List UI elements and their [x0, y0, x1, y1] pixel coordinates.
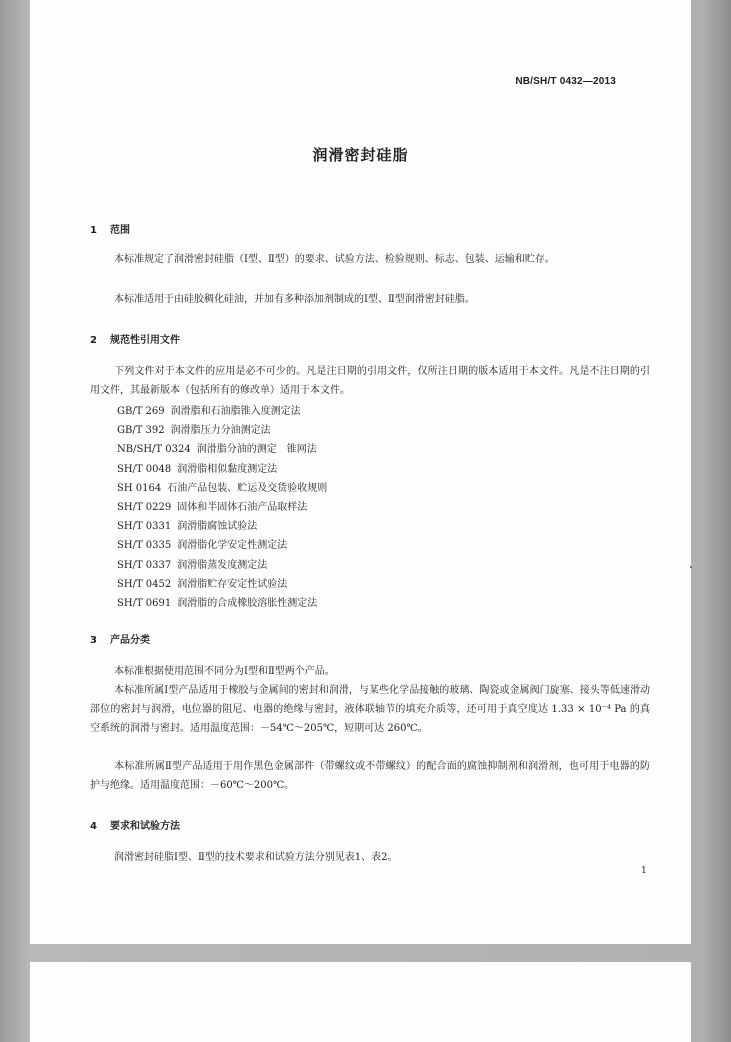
- reference-item: [117, 479, 327, 498]
- paragraph: [90, 848, 650, 867]
- paragraph-text: 本标准根据使用范围不同分为Ⅰ型和Ⅱ型两个产品。: [114, 666, 335, 677]
- reference-name: 润滑脂贮存安定性试验法: [177, 578, 288, 590]
- reference-code: SH/T 0452: [117, 578, 172, 590]
- reference-item: [117, 440, 327, 459]
- section-3-heading: [90, 631, 150, 646]
- paragraph-text: 润滑密封硅脂Ⅰ型、Ⅱ型的技术要求和试验方法分别见表1、表2。: [114, 852, 398, 863]
- reference-item: [117, 594, 327, 613]
- section-title: 要求和试验方法: [110, 821, 180, 832]
- document-page: [30, 0, 691, 944]
- reference-item: [117, 460, 327, 479]
- reference-code: SH 0164: [117, 482, 162, 494]
- section-number: 2: [90, 335, 97, 346]
- reference-name: 润滑脂蒸发度测定法: [177, 559, 268, 571]
- reference-code: GB/T 269: [117, 406, 165, 417]
- reference-name: 润滑脂相似黏度测定法: [177, 463, 278, 475]
- reference-code: NB/SH/T 0324: [117, 444, 191, 456]
- paragraph: [90, 681, 650, 738]
- paragraph-text: 本标准规定了润滑密封硅脂（Ⅰ型、Ⅱ型）的要求、试验方法、检验规则、标志、包装、运输和贮存。: [114, 254, 555, 265]
- reference-item: [117, 517, 327, 536]
- section-2-heading: [90, 331, 180, 346]
- reference-list: [117, 402, 327, 613]
- section-number: 1: [90, 225, 97, 236]
- section-title: 范围: [110, 225, 130, 236]
- paragraph: [90, 250, 650, 269]
- section-4-heading: [90, 817, 180, 832]
- reference-code: SH/T 0048: [117, 463, 172, 475]
- paragraph: [90, 290, 650, 309]
- paragraph-text: 本标准适用于由硅胶稠化硅油，并加有多种添加剂制成的Ⅰ型、Ⅱ型润滑密封硅脂。: [114, 294, 475, 305]
- reference-code: SH/T 0335: [117, 540, 172, 552]
- paragraph: [90, 662, 650, 681]
- reference-code: GB/T 392: [117, 425, 165, 437]
- reference-item: [117, 402, 327, 421]
- reference-name: 石油产品包装、贮运及交货验收规则: [167, 482, 328, 494]
- scan-speck: [690, 566, 692, 568]
- reference-name: 润滑脂化学安定性测定法: [177, 540, 288, 552]
- reference-code: SH/T 0691: [117, 597, 172, 609]
- reference-name: 润滑脂分油的测定 锥网法: [196, 444, 317, 456]
- section-number: 3: [90, 635, 97, 646]
- standard-number: NB/SH/T 0432—2013: [515, 76, 616, 87]
- paragraph: [90, 362, 650, 400]
- section-1-heading: [90, 221, 130, 236]
- section-title: 规范性引用文件: [110, 335, 180, 346]
- reference-name: 润滑脂压力分油测定法: [170, 425, 271, 437]
- reference-name: 润滑脂和石油脂锥入度测定法: [170, 406, 301, 417]
- reference-code: SH/T 0337: [117, 559, 172, 571]
- reference-name: 固体和半固体石油产品取样法: [177, 501, 308, 513]
- paragraph-text: 本标准所属Ⅰ型产品适用于橡胶与金属间的密封和润滑，与某些化学品接触的玻璃、陶瓷或金属阀门旋塞、接头等低速滑动部位的密封与润滑，电位器的阻尼、电器的绝缘与密封，液体联轴节的填充介质等，还可用于真空度达 1.33 × 10⁻⁴ Pa 的真空系统的润滑与密封。适用温度范围：－54℃～205℃，短期可达 260℃。: [90, 685, 650, 734]
- reference-item: [117, 421, 327, 440]
- page-number: 1: [641, 866, 647, 876]
- paragraph-text: 下列文件对于本文件的应用是必不可少的。凡是注日期的引用文件，仅所注日期的版本适用于本文件。凡是不注日期的引用文件，其最新版本（包括所有的修改单）适用于本文件。: [90, 366, 650, 396]
- paragraph-text: 本标准所属Ⅱ型产品适用于用作黑色金属部件（带螺纹或不带螺纹）的配合面的腐蚀抑制剂和润滑剂，也可用于电器的防护与绝缘。适用温度范围：－60℃～200℃。: [90, 761, 650, 791]
- reference-item: [117, 556, 327, 575]
- reference-code: SH/T 0229: [117, 501, 172, 513]
- reference-code: SH/T 0331: [117, 521, 172, 533]
- section-number: 4: [90, 821, 97, 832]
- section-title: 产品分类: [110, 635, 150, 646]
- paragraph: [90, 757, 650, 795]
- document-title: 润滑密封硅脂: [312, 146, 409, 164]
- reference-item: [117, 498, 327, 517]
- next-document-page: [30, 962, 691, 1042]
- reference-item: [117, 536, 327, 555]
- reference-name: 润滑脂的合成橡胶溶胀性测定法: [177, 597, 318, 609]
- reference-item: [117, 575, 327, 594]
- reference-name: 润滑脂腐蚀试验法: [177, 521, 258, 533]
